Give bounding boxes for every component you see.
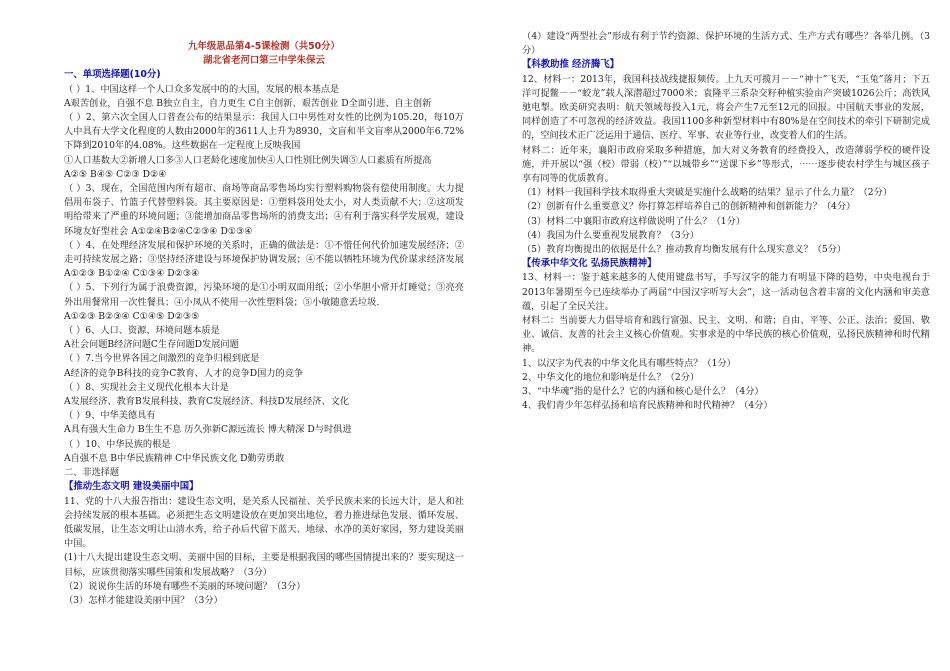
page-title: 九年级思品第4-5课检测（共50分） — [188, 41, 340, 52]
paragraph: （ ）3、现在，全国范围内所有超市、商场等商品零售场均实行塑料购物袋有偿使用制度。大力提倡用布袋子、竹篮子代替塑料袋。其主要原因是：①塑料袋用处太小，对人类贡献不大；②这项发明给带来了严重的环境问题；③能增加商品零售场所的消费支出；④有利于落实科学发展观，建设环境友好型社会 A①②④B②④C②③④ D①③④ — [64, 183, 464, 237]
right-column — [522, 30, 930, 413]
paragraph: A具有强大生命力 B生生不息 历久弥新C源远流长 博大精深 D与时俱进 — [64, 424, 352, 436]
paragraph: （ ）2、第六次全国人口普查公布的结果显示：我国人口中男性对女性的比例为105.20，每10万人中具有大学文化程度的人数由2000年的3611人上升为8930，文盲和半文盲率从2000年6.72%下降到2010年的4.08%。这些数据在一定程度上反映我国 — [64, 112, 464, 152]
paragraph: 材料二：近年来，襄阳市政府采取多种措施，加大对义务教育的经费投入，改造薄弱学校的硬件设施，并开展以“强（校）带弱（校）”“以城带乡”“送课下乡”等形式，⋯⋯逐步使农村学生与城区孩子享有同等的优质教育。 — [522, 144, 930, 185]
paragraph: ①人口基数大②新增人口多③人口老龄化速度加快④人口性别比例失调⑤人口素质有所提高 — [64, 154, 432, 166]
paragraph: 材料二：当前要大力倡导培育和践行富强、民主、文明、和谐；自由、平等、公正、法治；爱国、敬业、诚信、友善的社会主义核心价值观。实事求是的中华民族的核心价值观，弘扬民族精神和时代精神。 — [522, 315, 930, 355]
paragraph: （ ）1、中国这样一个人口众多发展中的的大国，发展的根本基点是 — [64, 83, 340, 95]
paragraph: 二、非选择题 — [64, 467, 120, 479]
left-column — [64, 40, 464, 608]
paragraph: A经济的竞争B科技的竞争C教育、人才的竞争D国力的竞争 — [64, 367, 304, 379]
paragraph: （2）创新有什么重要意义？你打算怎样培养自己的创新精神和创新能力？（4分） — [522, 201, 856, 213]
paragraph: （3）怎样才能建设美丽中国？（3分） — [64, 594, 223, 606]
paragraph: （2）说说你生活的环境有哪些不美丽的环境问题？（3分） — [64, 580, 306, 592]
paragraph: （ ）6、人口、资源、环境问题本质是 — [64, 325, 220, 337]
paragraph: (1)十八大提出建设生态文明、美丽中国的目标，主要是根据我国的哪些国情提出来的？要实现这一目标，应该贯彻落实哪些国策和发展战略？（3分） — [64, 552, 464, 578]
section-heading: 一、单项选择题(10分) — [64, 69, 161, 81]
paragraph: （ ）8、实现社会主义现代化根本大计是 — [64, 381, 229, 393]
paragraph: （ ）9、中华美德具有 — [64, 410, 156, 422]
paragraph: 4、我们青少年怎样弘扬和培育民族精神和时代精神？（4分） — [522, 400, 773, 412]
section-heading: 【推动生态文明 建设美丽中国】 — [64, 481, 199, 493]
paragraph: （4）建设“两型社会”形成有利于节约资源、保护环境的生活方式、生产方式有哪些？各举几例。（3分） — [522, 31, 930, 57]
paragraph: （ ）4、在处理经济发展和保护环境的关系时，正确的做法是：①不惜任何代价加速发展经济；②走可持续发展之路；③坚持经济建设与环境保护协调发展；④不能以牺牲环境为代价谋求经济发展 A①②③ B①②④ C①③④ D②③④ — [64, 239, 464, 280]
paragraph: 13、材料一：鉴于越来越多的人使用键盘书写，手写汉字的能力有明显下降的趋势，中央电视台于2013年暑期至今已连续举办了两届“中国汉字听写大会”，这一活动包含着丰富的文化内涵和审美意蕴，引起了全民关注。 — [522, 272, 930, 312]
paragraph: （5）教育均衡提出的依据是什么？推动教育均衡发展有什么现实意义？（5分） — [522, 244, 847, 256]
paragraph: 11、党的十八大报告指出：建设生态文明，是关系人民福祉、关乎民族未来的长远大计，是人和社会持续发展的根本基础。必须把生态文明建设放在更加突出地位，着力推进绿色发展、循环发展、低碳发展，让生态文明让山清水秀，给子孙后代留下蓝天、地绿、水净的美好家园，努力建设美丽中国。 — [64, 495, 464, 550]
paragraph: （3）材料二中襄阳市政府这样做说明了什么？（1分） — [522, 215, 746, 227]
section-heading: 【传承中华文化 弘扬民族精神】 — [522, 258, 657, 270]
paragraph: A艰苦创业，自强不息 B独立自主，自力更生 C自主创新、艰苦创业 D全面引进、自主创新 — [64, 97, 432, 109]
paragraph: A自强不息 B中华民族精神 C中华民族文化 D勤劳勇敢 — [64, 452, 285, 464]
paragraph: A②⑤ B④⑤ C②③ D②④ — [64, 168, 167, 180]
section-heading: 【科教助推 经济腾飞】 — [522, 59, 620, 71]
paragraph: （4）我国为什么要重视发展教育？（3分） — [522, 229, 700, 241]
paragraph: 3、“中华魂”指的是什么？它的内涵和核心是什么？（4分） — [522, 386, 764, 398]
paragraph: 12、材料一：2013年，我国科技战线捷报频传。上九天可揽月－－“神十”飞天，“玉兔”落月；下五洋可捉鳖－－“蛟龙”载人深潜超过7000米；袁隆平三系杂交籽种植实验亩产突破1026公斤；高铁风驰电掣。欧美研究表明：航天领域每投入1元，将会产生7元至12元的回报。中国航天事业的发展，同样创造了不可忽视的经济效益。我国1100多种新型材料中有80%是在空间技术的牵引下研制完成的，空间技术正广泛运用于通信、医疗、军事、农业等行业，改变着人们的生活。 — [522, 73, 930, 142]
paragraph: （ ）7.当今世界各国之间激烈的竞争归根到底是 — [64, 353, 260, 365]
paragraph: A发展经济、教育B发展科技、教育C发展经济、科技D发展经济、文化 — [64, 396, 350, 408]
paragraph: （ ）5、下列行为属于浪费资源，污染环境的是①小明双面用纸；②小华胆小常开灯睡觉；③亮亮外出用餐常用一次性餐具；④小凤从不使用一次性塑料袋；⑤小敏随意丢垃圾. — [64, 282, 464, 308]
paragraph: A①②③ B②③④ C①④⑤ D②③⑤ — [64, 310, 200, 322]
page-subtitle: 湖北省老河口第三中学朱保云 — [203, 55, 325, 67]
paragraph: A社会问题B经济问题C生存问题D发展问题 — [64, 339, 239, 351]
paragraph: （1）材料一我国科学技术取得重大突破是实施什么战略的结果？显示了什么力量？（2分） — [522, 187, 893, 199]
paragraph: （ ）10、中华民族的根是 — [64, 438, 171, 450]
paragraph: 2、中华文化的地位和影响是什么？（2分） — [522, 371, 700, 383]
paragraph: 1、以汉字为代表的中华文化具有哪些特点？（1分） — [522, 357, 736, 369]
